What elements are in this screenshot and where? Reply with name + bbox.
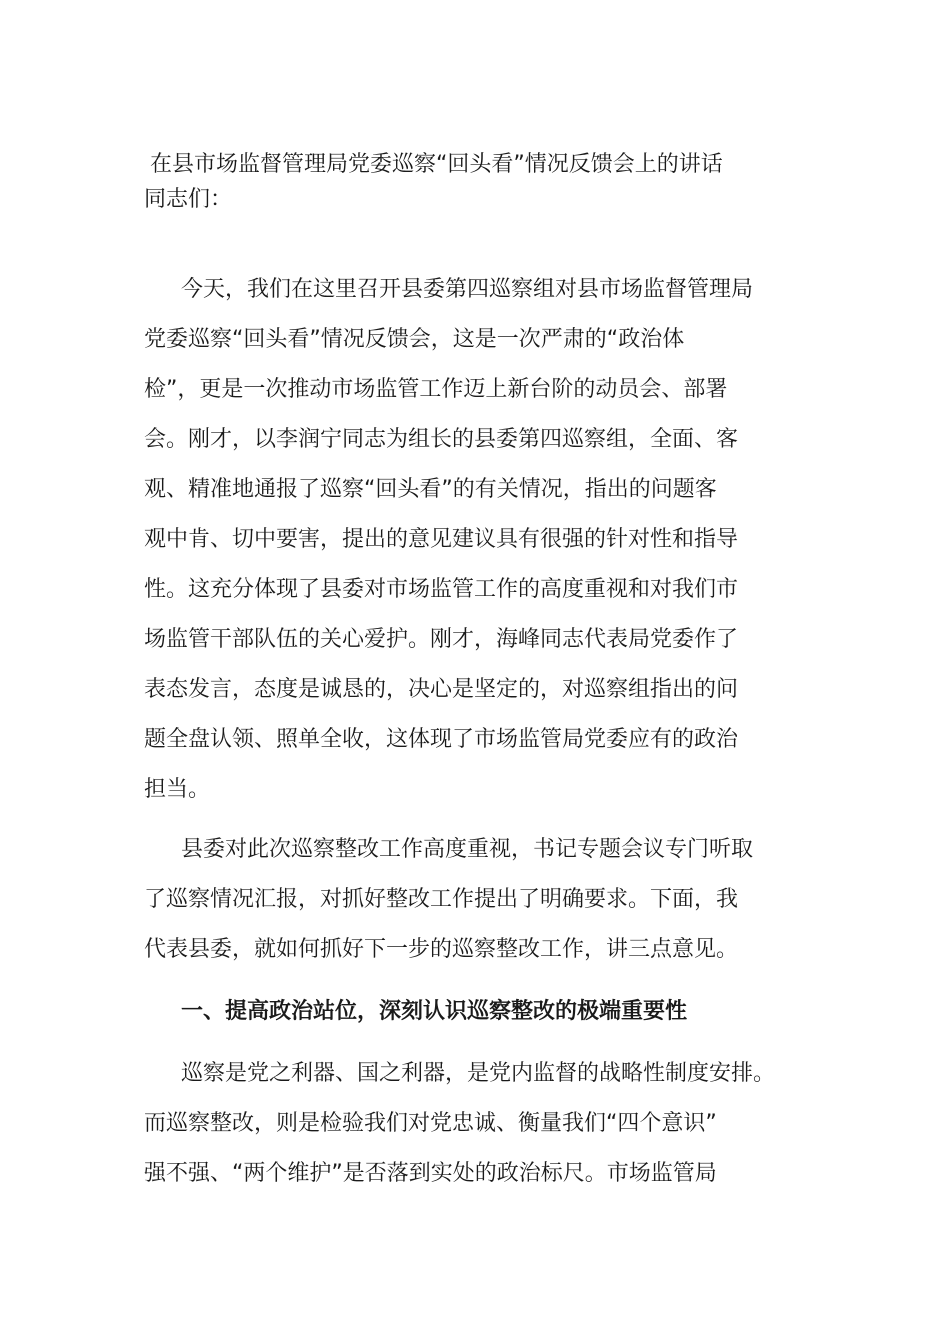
paragraph-line: 担当。 (144, 777, 211, 802)
salutation: 同志们： (144, 187, 233, 212)
paragraph-line: 性。这充分体现了县委对市场监管工作的高度重视和对我们市 (144, 577, 739, 602)
paragraph-line: 场监管干部队伍的关心爱护。刚才，海峰同志代表局党委作了 (144, 627, 739, 652)
document-title: 在县市场监督管理局党委巡察“回头看”情况反馈会上的讲话 (150, 152, 723, 177)
paragraph-line: 县委对此次巡察整改工作高度重视，书记专题会议专门听取 (181, 837, 754, 862)
paragraph-line: 表态发言，态度是诚恳的，决心是坚定的，对巡察组指出的问 (144, 677, 739, 702)
paragraph-line: 强不强、“两个维护”是否落到实处的政治标尺。市场监管局 (144, 1161, 717, 1186)
paragraph-line: 观中肯、切中要害，提出的意见建议具有很强的针对性和指导 (144, 527, 739, 552)
paragraph-line: 观、精准地通报了巡察“回头看”的有关情况，指出的问题客 (144, 477, 717, 502)
paragraph-line: 检”，更是一次推动市场监管工作迈上新台阶的动员会、部署 (144, 377, 728, 402)
section-heading: 一、提高政治站位，深刻认识巡察整改的极端重要性 (181, 999, 688, 1024)
paragraph-line: 了巡察情况汇报，对抓好整改工作提出了明确要求。下面，我 (144, 887, 739, 912)
paragraph-line: 会。刚才，以李润宁同志为组长的县委第四巡察组，全面、客 (144, 427, 739, 452)
paragraph-line: 代表县委，就如何抓好下一步的巡察整改工作，讲三点意见。 (144, 937, 739, 962)
paragraph-line: 题全盘认领、照单全收，这体现了市场监管局党委应有的政治 (144, 727, 739, 752)
paragraph-line: 今天，我们在这里召开县委第四巡察组对县市场监督管理局 (181, 277, 754, 302)
paragraph-line: 党委巡察“回头看”情况反馈会，这是一次严肃的“政治体 (144, 327, 685, 352)
paragraph-line: 而巡察整改，则是检验我们对党忠诚、衡量我们“四个意识” (144, 1111, 717, 1136)
paragraph-line: 巡察是党之利器、国之利器，是党内监督的战略性制度安排。 (181, 1061, 776, 1086)
